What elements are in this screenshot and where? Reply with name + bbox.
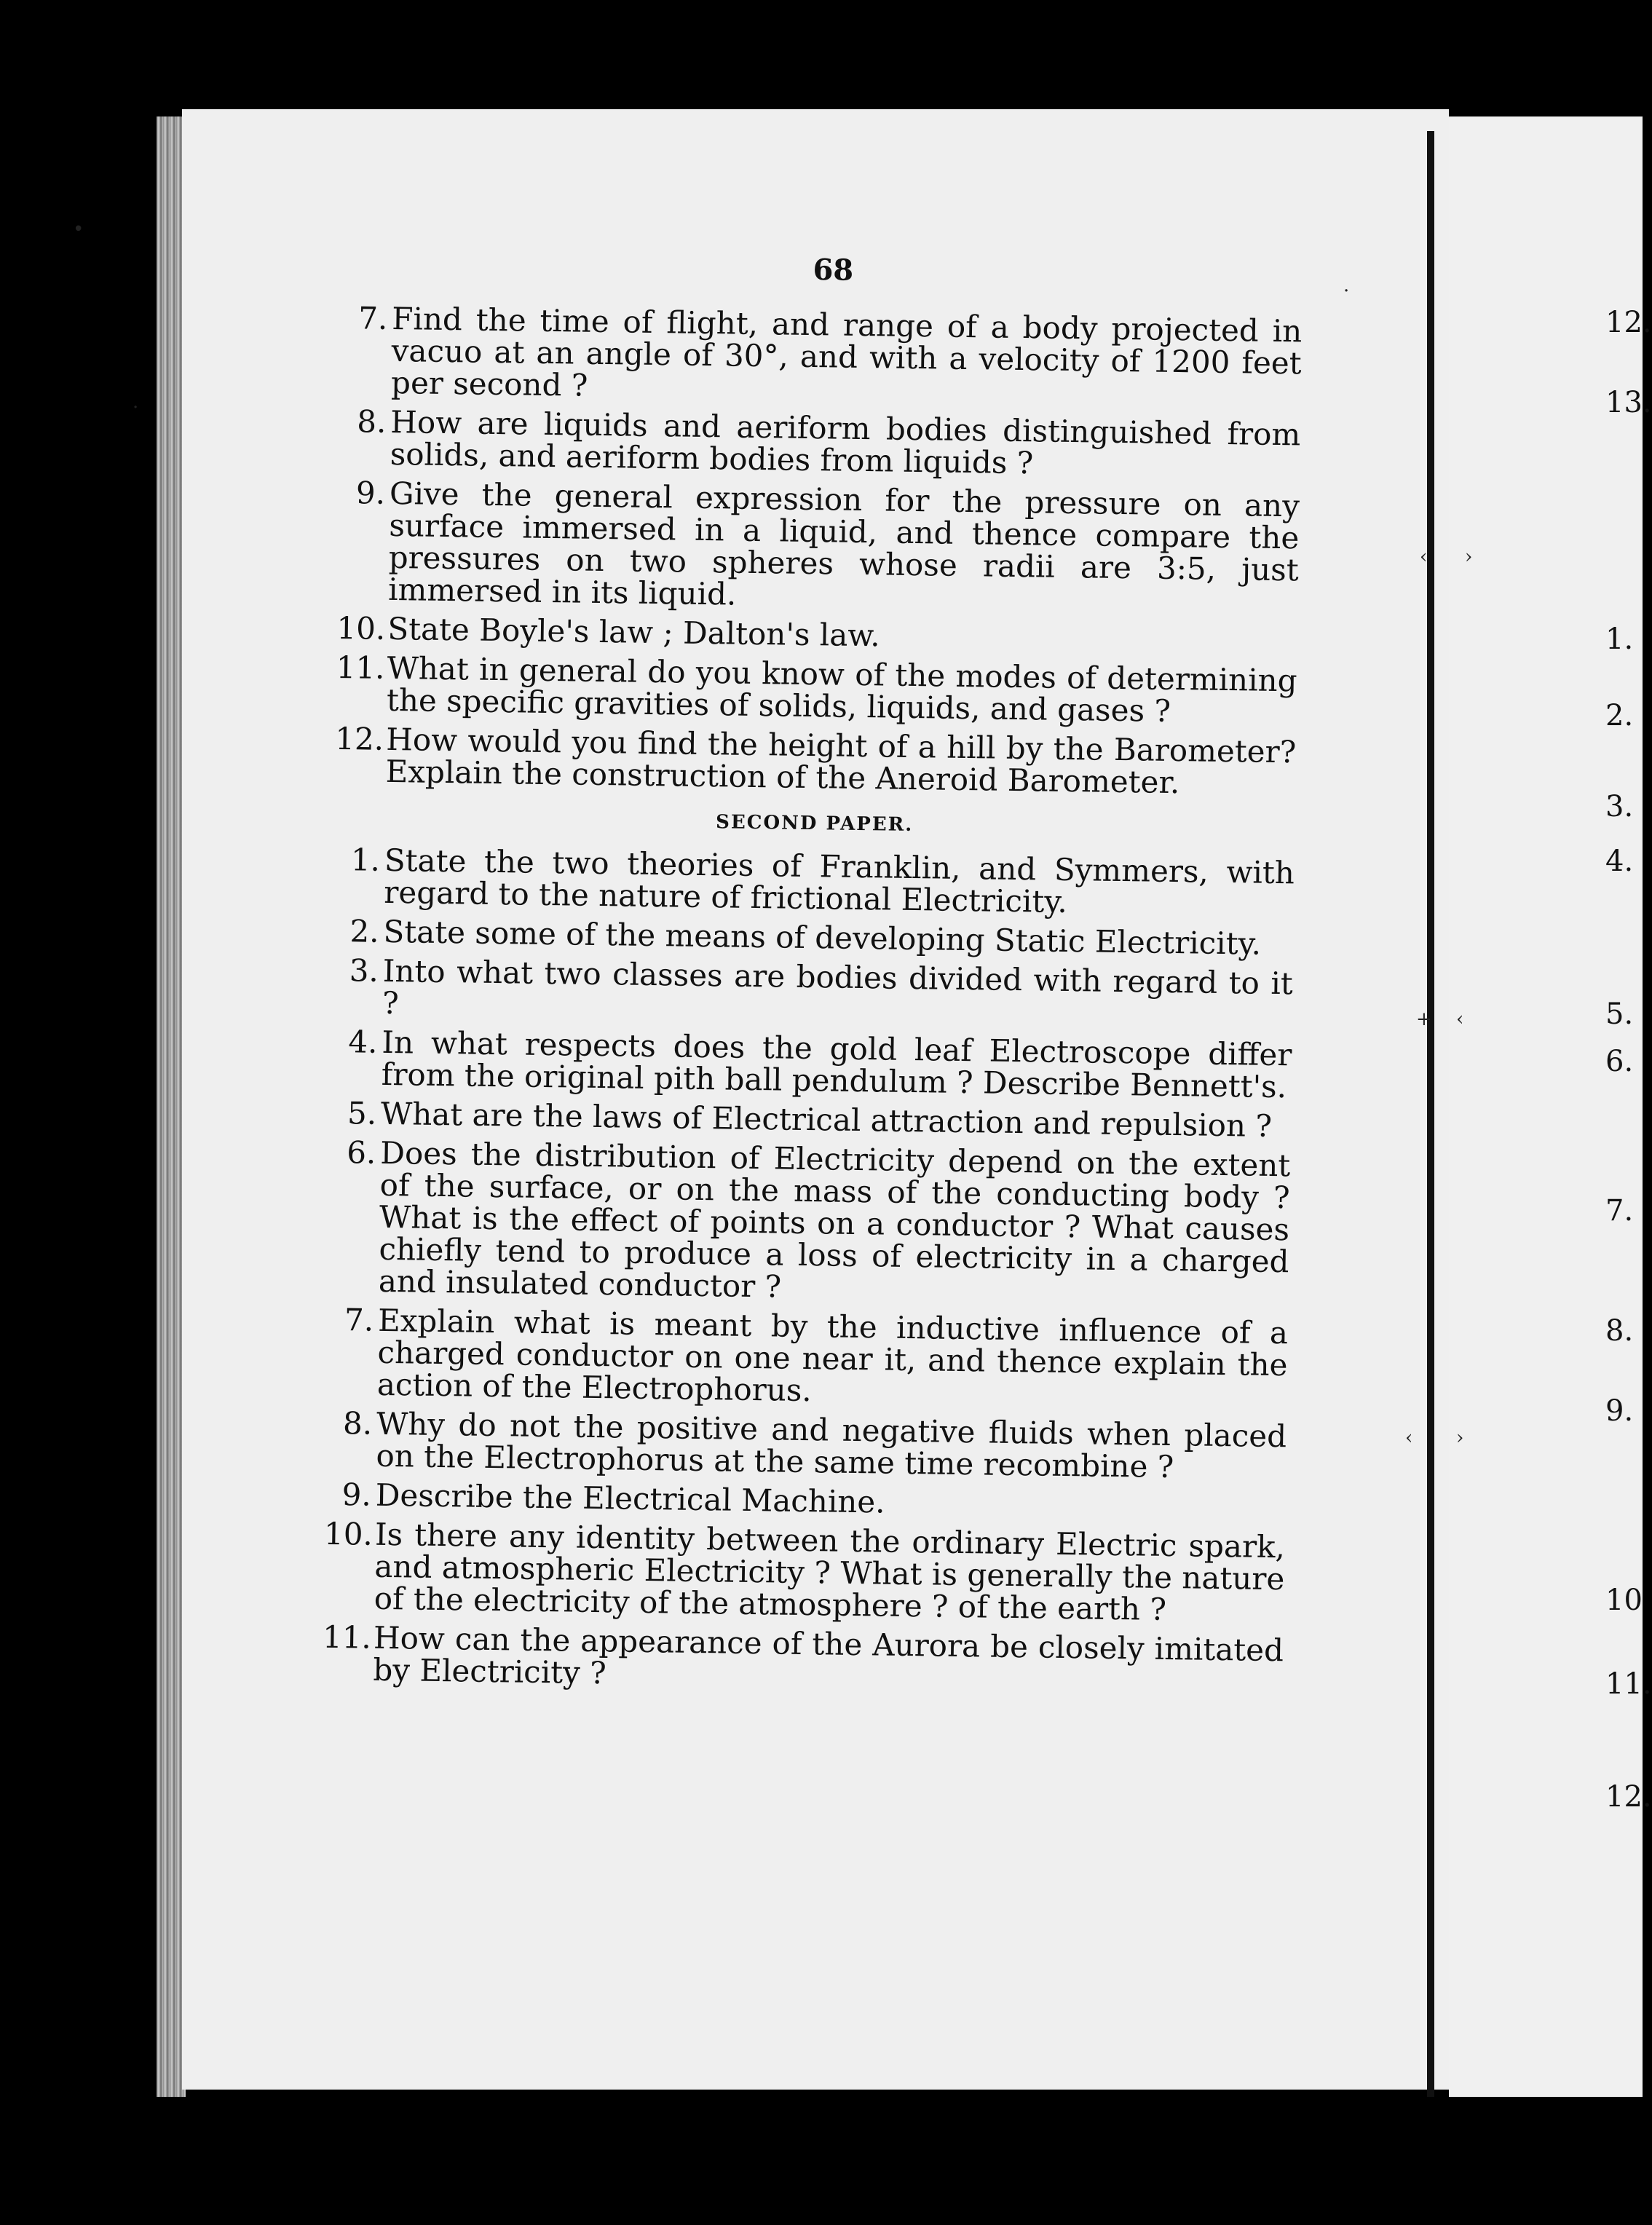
question-item: [325, 1407, 1287, 1485]
question-item: [340, 302, 1303, 411]
page-number: 68: [813, 253, 854, 288]
right-page-number: 13.: [1605, 386, 1652, 419]
question-item: [323, 1515, 1286, 1627]
right-page-number: 4.: [1605, 845, 1634, 878]
question-text: What are the laws of Electrical attraction and repulsion ?: [380, 1095, 1273, 1144]
question-item: [331, 1026, 1292, 1103]
speck-mark: ‹: [1456, 1008, 1464, 1030]
question-number: 7.: [344, 1302, 374, 1338]
question-text: Describe the Electrical Machine.: [375, 1477, 885, 1520]
right-page-number: 11.: [1605, 1667, 1652, 1701]
speck-mark: ·: [133, 397, 139, 419]
question-text: Does the distribution of Electricity depend on the extent of the surface, or on the mass of the conducting body ? What is the effect of points on a conductor ? What causes chiefly tend to produce a loss of electricity in a charged and insulated conductor ?: [378, 1134, 1291, 1305]
question-text: How are liquids and aeriform bodies distinguished from solids, and aeriform bodies from liquids ?: [390, 403, 1301, 481]
right-page-number: 12.: [1605, 306, 1652, 339]
question-number: 10.: [323, 1515, 374, 1552]
text-block: [322, 233, 1303, 1706]
speck-mark: +: [1416, 1008, 1432, 1030]
question-number: 10.: [336, 609, 386, 647]
question-number: 4.: [348, 1024, 378, 1060]
question-number: 11.: [322, 1619, 372, 1656]
question-text: How would you find the height of a hill by the Barometer? Explain the construction of the Aneroid Barometer.: [385, 721, 1297, 801]
speck-mark: ›: [1465, 546, 1473, 568]
question-item: [336, 649, 1297, 729]
question-item: [322, 1621, 1284, 1699]
question-number: 12.: [334, 720, 384, 757]
right-page-number: 7.: [1605, 1194, 1634, 1228]
question-item: [328, 1134, 1291, 1310]
first-paper-questions: [334, 302, 1302, 800]
speck-mark: •: [73, 218, 84, 240]
second-paper-questions: [322, 844, 1295, 1699]
right-page-number: 10: [1605, 1584, 1643, 1617]
question-number: 8.: [356, 403, 387, 440]
question-number: 3.: [349, 952, 379, 989]
right-page-number: 6.: [1605, 1045, 1634, 1078]
page-edge: [157, 116, 186, 2097]
right-page-number: 3.: [1605, 790, 1634, 823]
right-page-number: 8.: [1605, 1314, 1634, 1348]
question-text: Why do not the positive and negative fluids when placed on the Electrophorus at the same time recombine ?: [376, 1405, 1287, 1485]
question-text: Into what two classes are bodies divided with regard to it ?: [382, 952, 1294, 1021]
question-item: [326, 1304, 1289, 1413]
question-text: Give the general expression for the pressure on any surface immersed in a liquid, and thence compare the pressures on two spheres whose radii are 3:5, just immersed in its liquid.: [387, 475, 1300, 612]
question-text: State some of the means of developing Static Electricity.: [383, 913, 1262, 962]
book-gutter: [1427, 131, 1434, 2097]
question-text: Is there any identity between the ordinary Electric spark, and atmospheric Electricity ? What is generally the nature of the electricity of the atmosphere ? of the earth ?: [374, 1516, 1286, 1627]
speck-mark: ‹: [1405, 1427, 1413, 1449]
question-text: Explain what is meant by the inductive influence of a charged conductor on one near it, and thence explain the action of the Electrophorus.: [376, 1302, 1289, 1409]
question-number: 2.: [349, 913, 379, 949]
right-page-number: 9.: [1605, 1394, 1634, 1428]
right-page-number: 2.: [1605, 699, 1634, 732]
right-page-number: 12.: [1605, 1780, 1652, 1814]
question-number: 6.: [346, 1134, 376, 1171]
speck-mark: ·: [1343, 280, 1350, 302]
speck-mark: ›: [1456, 1427, 1464, 1449]
section-heading: SECOND PAPER.: [715, 811, 914, 837]
speck-mark: ‹: [1420, 546, 1428, 568]
question-number: 1.: [350, 842, 381, 878]
right-page-number: 1.: [1605, 623, 1634, 656]
right-page-number: 5.: [1605, 997, 1634, 1031]
question-text: How can the appearance of the Aurora be closely imitated by Electricity ?: [373, 1619, 1284, 1691]
question-item: [333, 844, 1295, 921]
question-number: 9.: [355, 475, 386, 511]
question-item: [331, 952, 1294, 1032]
question-number: 7.: [357, 300, 388, 336]
question-text: In what respects does the gold leaf Electroscope differ from the original pith ball pendulum ? Describe Bennett's.: [381, 1024, 1292, 1105]
question-item: [334, 720, 1297, 801]
question-number: 9.: [341, 1477, 372, 1513]
question-number: 11.: [336, 649, 385, 686]
question-text: What in general do you know of the modes of determining the specific gravities of solids, liquids, and gases ?: [386, 649, 1297, 729]
question-item: [339, 403, 1301, 483]
question-text: State the two theories of Franklin, and Symmers, with regard to the nature of frictional Electricity.: [384, 842, 1295, 920]
question-text: Find the time of flight, and range of a body projected in vacuo at an angle of 30°, and with a velocity of 1200 feet per second ?: [390, 300, 1303, 403]
question-number: 5.: [347, 1095, 377, 1131]
question-number: 8.: [342, 1405, 373, 1442]
question-item: [337, 477, 1300, 618]
question-text: State Boyle's law ; Dalton's law.: [387, 610, 880, 654]
